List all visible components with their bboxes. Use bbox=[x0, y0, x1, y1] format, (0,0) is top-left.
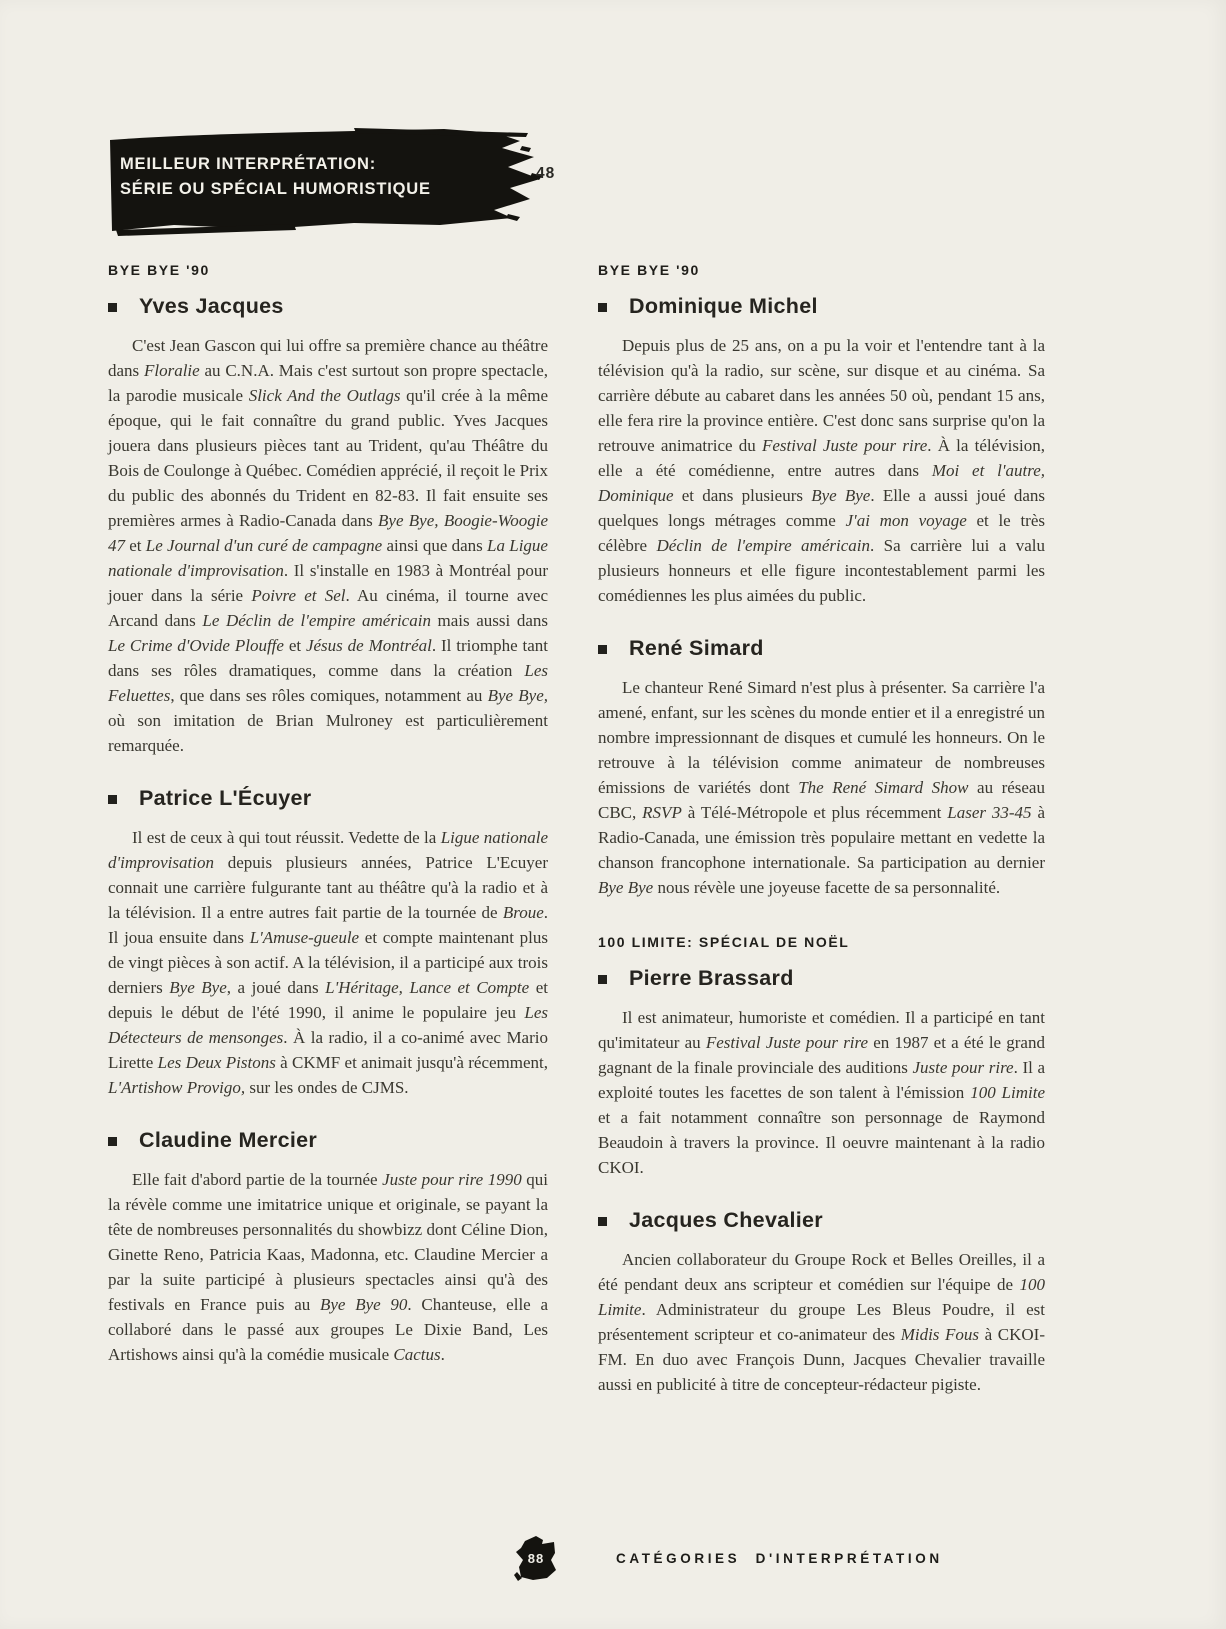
entry-heading bbox=[598, 294, 1045, 319]
bullet-square-icon bbox=[108, 1137, 117, 1146]
bullet-square-icon bbox=[598, 645, 607, 654]
entry-name: Pierre Brassard bbox=[629, 966, 794, 990]
entry-name: Dominique Michel bbox=[629, 294, 818, 318]
section-kicker-100-limite: 100 LIMITE: SPÉCIAL DE NOËL bbox=[598, 934, 850, 950]
entry-paragraph: Il est de ceux à qui tout réussit. Vedette de la Ligue nationale d'improvisation depuis plusieurs années, Patrice L'Ecuyer connait une carrière fulgurante tant au théâtre qu'à la radio et à la télévision. Il a entre autres fait partie de la tournée de Broue. Il joua ensuite dans L'Amuse-gueule et compte maintenant plus de vingt pièces à son actif. A la télévision, il a participé aux trois derniers Bye Bye, a joué dans L'Héritage, Lance et Compte et depuis le début de l'été 1990, il anime le populaire jeu Les Détecteurs de mensonges. À la radio, il a co-animé avec Mario Lirette Les Deux Pistons à CKMF et animait jusqu'à récemment, L'Artishow Provigo, sur les ondes de CJMS. bbox=[108, 828, 549, 1097]
bullet-square-icon bbox=[598, 1217, 607, 1226]
entry-name: Patrice L'Écuyer bbox=[139, 786, 312, 810]
entry-name: René Simard bbox=[629, 636, 764, 660]
entry-dominique-michel bbox=[598, 294, 1045, 608]
entry-rene-simard bbox=[598, 636, 1045, 900]
entry-heading bbox=[108, 1128, 548, 1153]
bullet-square-icon bbox=[108, 303, 117, 312]
footer-page-blob bbox=[509, 1534, 563, 1584]
column-right bbox=[598, 262, 1045, 1423]
entry-name: Claudine Mercier bbox=[139, 1128, 318, 1152]
entry-yves-jacques bbox=[108, 294, 548, 758]
footer-page-number: 88 bbox=[527, 1551, 545, 1566]
section-kicker-byebye-right: BYE BYE '90 bbox=[598, 262, 700, 278]
category-banner bbox=[104, 126, 546, 240]
entry-patrice-lecuyer bbox=[108, 786, 548, 1100]
bullet-square-icon bbox=[598, 975, 607, 984]
entry-heading bbox=[108, 786, 548, 811]
banner-title-line1: MEILLEUR INTERPRÉTATION: bbox=[120, 155, 376, 173]
entry-paragraph: Le chanteur René Simard n'est plus à présenter. Sa carrière l'a amené, enfant, sur les scènes du monde entier et il a enregistré un nombre impressionnant de disques et cumulé les honneurs. On le retrouve à la télévision comme animateur de nombreuses émissions de variétés dont The René Simard Show au réseau CBC, RSVP à Télé-Métropole et plus récemment Laser 33-45 à Radio-Canada, une émission très populaire mettant en vedette la chanson francophone internationale. Sa participation au dernier Bye Bye nous révèle une joyeuse facette de sa personnalité. bbox=[598, 678, 1045, 897]
bullet-square-icon bbox=[598, 303, 607, 312]
entry-jacques-chevalier bbox=[598, 1208, 1045, 1397]
entry-paragraph: C'est Jean Gascon qui lui offre sa première chance au théâtre dans Floralie au C.N.A. Mais c'est surtout son propre spectacle, la parodie musicale Slick And the Outlags qu'il crée à la même époque, qui le fait connaître du grand public. Yves Jacques jouera dans plusieurs pièces tant au Trident, qu'au Théâtre du Bois de Coulonge à Québec. Comédien apprécié, il reçoit le Prix du public des abonnés du Trident en 82-83. Il fait ensuite ses premières armes à Radio-Canada dans Bye Bye, Boogie-Woogie 47 et Le Journal d'un curé de campagne ainsi que dans La Ligue nationale d'improvisation. Il s'installe en 1983 à Montréal pour jouer dans la série Poivre et Sel. Au cinéma, il tourne avec Arcand dans Le Déclin de l'empire américain mais aussi dans Le Crime d'Ovide Plouffe et Jésus de Montréal. Il triomphe tant dans ses rôles dramatiques, comme dans la création Les Feluettes, que dans ses rôles comiques, notamment au Bye Bye, où son imitation de Brian Mulroney est particulièrement remarquée. bbox=[108, 336, 548, 755]
section-kicker-byebye-left: BYE BYE '90 bbox=[108, 262, 210, 278]
bullet-square-icon bbox=[108, 795, 117, 804]
entry-pierre-brassard bbox=[598, 966, 1045, 1180]
banner-title-line2: SÉRIE OU SPÉCIAL HUMORISTIQUE bbox=[120, 180, 431, 198]
entry-claudine-mercier bbox=[108, 1128, 548, 1367]
banner-title bbox=[120, 152, 431, 202]
entry-heading bbox=[108, 294, 548, 319]
footer-section-label: CATÉGORIES D'INTERPRÉTATION bbox=[616, 1551, 943, 1566]
entry-heading bbox=[598, 966, 1045, 991]
entry-paragraph: Depuis plus de 25 ans, on a pu la voir et l'entendre tant à la télévision qu'à la radio, sur scène, sur disque et au cinéma. Sa carrière débute au cabaret dans les années 50 où, pendant 15 ans, elle fera rire la province entière. C'est donc sans surprise qu'on la retrouve animatrice du Festival Juste pour rire. À la télévision, elle a été comédienne, entre autres dans Moi et l'autre, Dominique et dans plusieurs Bye Bye. Elle a aussi joué dans quelques longs métrages comme J'ai mon voyage et le très célèbre Déclin de l'empire américain. Sa carrière lui a valu plusieurs honneurs et elle figure incontestablement parmi les comédiennes les plus aimées du public. bbox=[598, 336, 1045, 605]
entry-name: Jacques Chevalier bbox=[629, 1208, 823, 1232]
entry-paragraph: Ancien collaborateur du Groupe Rock et Belles Oreilles, il a été pendant deux ans scripteur et comédien sur l'équipe de 100 Limite. Administrateur du groupe Les Bleus Poudre, il est présentement scripteur et co-animateur des Midis Fous à CKOI-FM. En duo avec François Dunn, Jacques Chevalier travaille aussi en publicité à titre de concepteur-rédacteur pigiste. bbox=[598, 1250, 1045, 1394]
entry-heading bbox=[598, 636, 1045, 661]
entry-paragraph: Il est animateur, humoriste et comédien. Il a participé en tant qu'imitateur au Festival Juste pour rire en 1987 et a été le grand gagnant de la finale provinciale des auditions Juste pour rire. Il a exploité toutes les facettes de son talent à l'émission 100 Limite et a fait notamment connaître son personnage de Raymond Beaudoin à travers la province. Il oeuvre maintenant à la radio CKOI. bbox=[598, 1008, 1046, 1177]
column-left bbox=[108, 262, 548, 1393]
entry-heading bbox=[598, 1208, 1045, 1233]
entry-name: Yves Jacques bbox=[139, 294, 284, 318]
category-number: 48 bbox=[536, 165, 556, 182]
entry-paragraph: Elle fait d'abord partie de la tournée Juste pour rire 1990 qui la révèle comme une imitatrice unique et originale, se payant la tête de nombreuses personnalités du showbizz dont Céline Dion, Ginette Reno, Patricia Kaas, Madonna, etc. Claudine Mercier a par la suite participé à plusieurs spectacles ainsi qu'à des festivals en France puis au Bye Bye 90. Chanteuse, elle a collaboré dans le passé aux groupes Le Dixie Band, Les Artishows ainsi qu'à la comédie musicale Cactus. bbox=[108, 1170, 548, 1364]
